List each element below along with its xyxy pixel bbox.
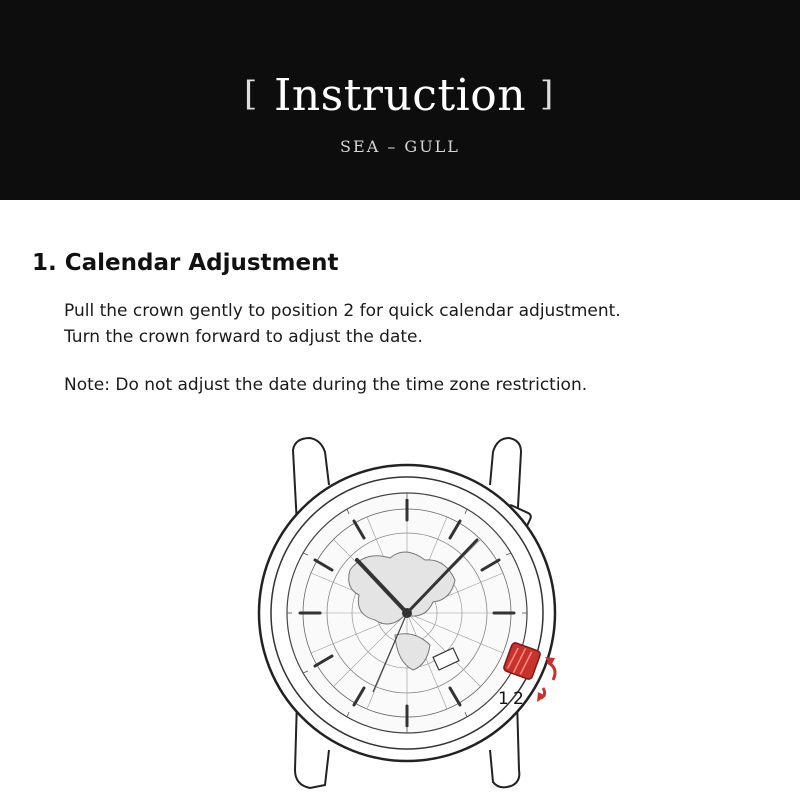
instruction-line-2: Turn the crown forward to adjust the date.	[64, 327, 423, 347]
brand-name: SEA – GULL	[340, 137, 460, 156]
crown-position-2-label: 2	[513, 689, 524, 709]
crown-position-1-label: 1	[498, 689, 509, 709]
title-bracket-right: ]	[540, 74, 554, 114]
instruction-line-1: Pull the crown gently to position 2 for quick calendar adjustment.	[64, 301, 621, 321]
watch-illustration	[255, 430, 575, 800]
page-title: Instruction	[273, 70, 527, 121]
header-banner	[0, 0, 800, 200]
note-text: Note: Do not adjust the date during the time zone restriction.	[64, 375, 588, 395]
title-bracket-left: [	[244, 74, 258, 114]
section-title: 1. Calendar Adjustment	[32, 250, 339, 276]
